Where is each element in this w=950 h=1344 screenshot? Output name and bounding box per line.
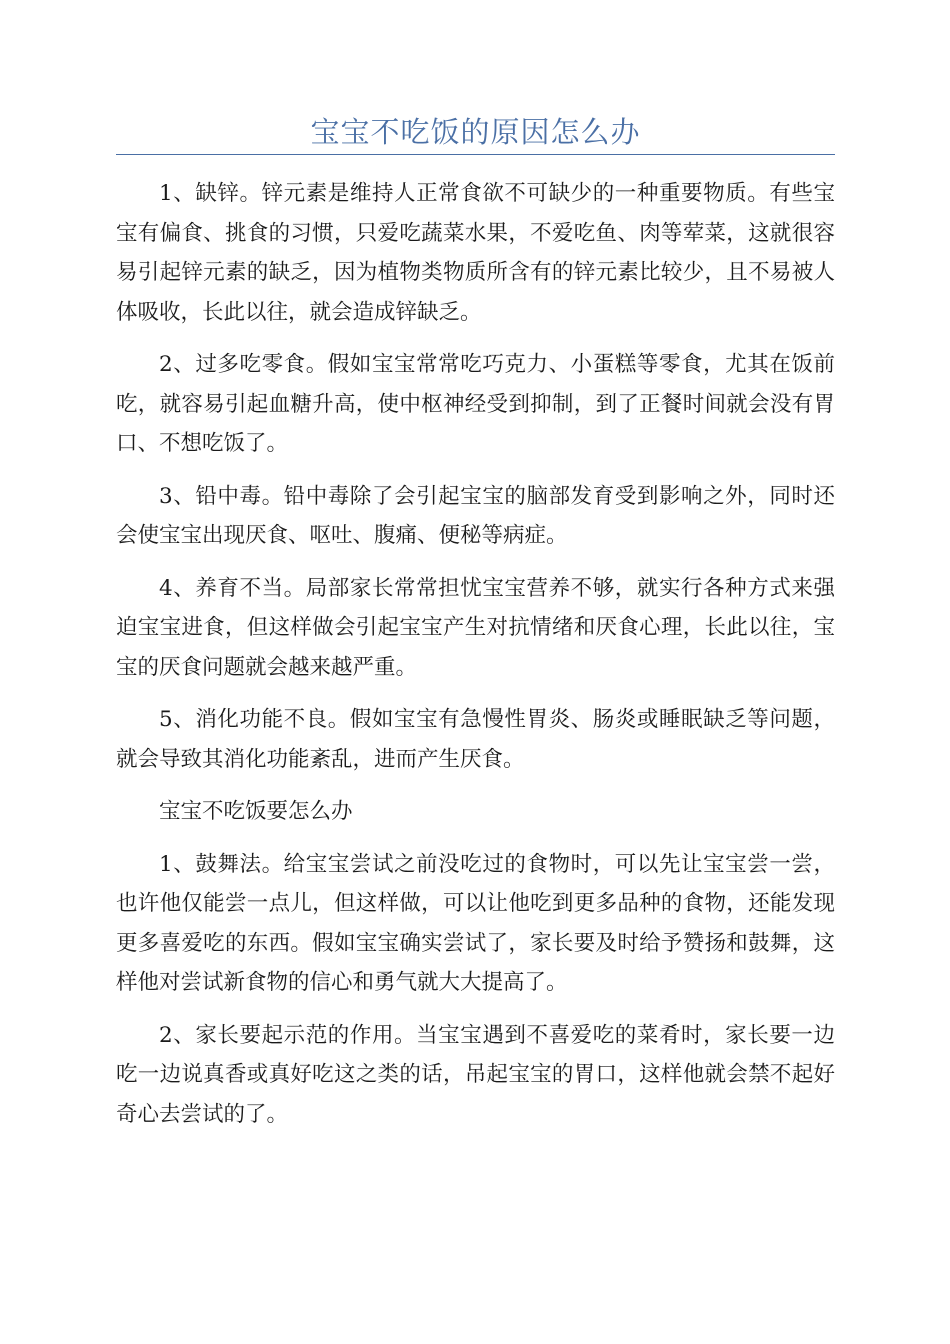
paragraph-cause-snacks: 2、过多吃零食。假如宝宝常常吃巧克力、小蛋糕等零食，尤其在饭前吃，就容易引起血糖升高，使中枢神经受到抑制，到了正餐时间就会没有胃口、不想吃饭了。: [116, 352, 835, 456]
paragraph-cause-zinc: 1、缺锌。锌元素是维持人正常食欲不可缺少的一种重要物质。有些宝宝有偏食、挑食的习惯，只爱吃蔬菜水果，不爱吃鱼、肉等荤菜，这就很容易引起锌元素的缺乏，因为植物类物质所含有的锌元素比较少，且不易被人体吸收，长此以往，就会造成锌缺乏。: [116, 181, 835, 325]
document-body: [116, 174, 835, 1147]
paragraph-cause-parenting: 4、养育不当。局部家长常常担忧宝宝营养不够，就实行各种方式来强迫宝宝进食，但这样做会引起宝宝产生对抗情绪和厌食心理，长此以往，宝宝的厌食问题就会越来越严重。: [116, 575, 835, 680]
section-heading-solutions: 宝宝不吃饭要怎么办: [159, 799, 353, 824]
paragraph-solution-example: 2、家长要起示范的作用。当宝宝遇到不喜爱吃的菜肴时，家长要一边吃一边说真香或真好吃这之类的话，吊起宝宝的胃口，这样他就会禁不起好奇心去尝试的了。: [116, 1022, 835, 1127]
document-title: 宝宝不吃饭的原因怎么办: [310, 115, 641, 149]
title-underline: [116, 154, 835, 155]
paragraph-cause-lead: 3、铅中毒。铅中毒除了会引起宝宝的脑部发育受到影响之外，同时还会使宝宝出现厌食、呕吐、腹痛、便秘等病症。: [116, 483, 835, 548]
paragraph-solution-encourage: 1、鼓舞法。给宝宝尝试之前没吃过的食物时，可以先让宝宝尝一尝，也许他仅能尝一点儿，但这样做，可以让他吃到更多品种的食物，还能发现更多喜爱吃的东西。假如宝宝确实尝试了，家长要及时给予赞扬和鼓舞，这样他对尝试新食物的信心和勇气就大大提高了。: [116, 851, 835, 995]
paragraph-cause-digestion: 5、消化功能不良。假如宝宝有急慢性胃炎、肠炎或睡眠缺乏等问题，就会导致其消化功能紊乱，进而产生厌食。: [116, 707, 835, 772]
